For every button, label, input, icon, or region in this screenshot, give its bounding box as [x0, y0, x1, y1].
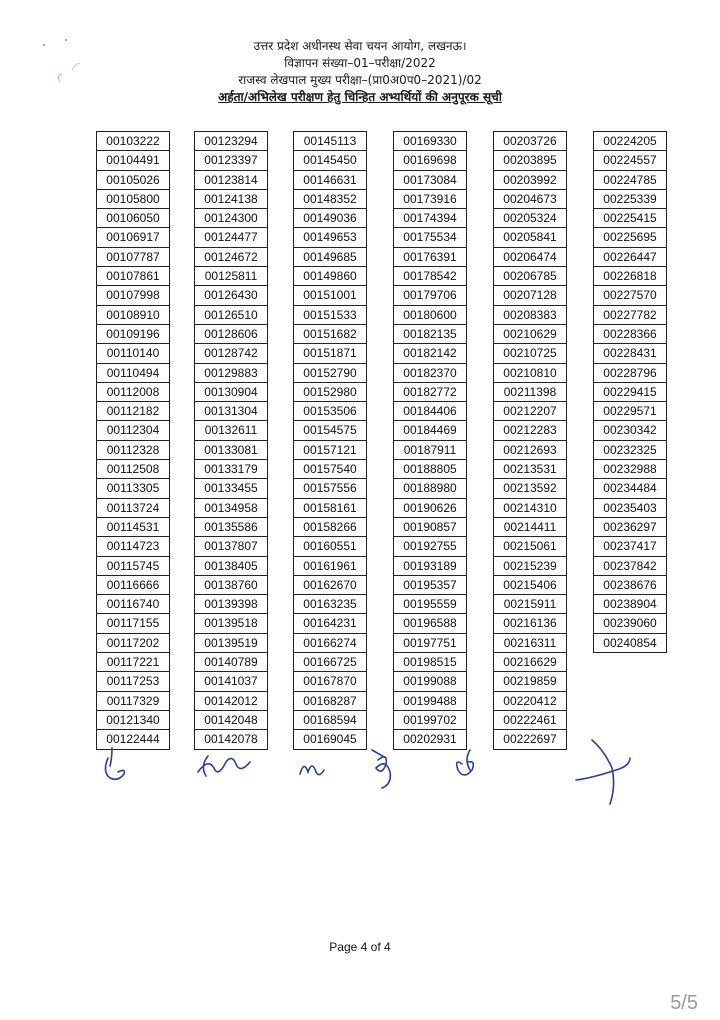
roll-number-cell: 00206785 — [494, 267, 566, 286]
roll-number-cell: 00151533 — [294, 306, 366, 325]
roll-number-cell: 00131304 — [195, 402, 267, 421]
roll-number-cell: 00124138 — [195, 190, 267, 209]
roll-number-cell: 00110494 — [97, 364, 169, 383]
roll-number-cell: 00126510 — [195, 306, 267, 325]
roll-number-cell: 00142078 — [195, 730, 267, 749]
roll-number-cell: 00149860 — [294, 267, 366, 286]
roll-number-cell: 00124300 — [195, 209, 267, 228]
roll-number-cell: 00103222 — [97, 132, 169, 151]
roll-number-cell: 00114531 — [97, 518, 169, 537]
roll-number-cell: 00169045 — [294, 730, 366, 749]
roll-number-cell: 00215239 — [494, 557, 566, 576]
roll-number-cell: 00146631 — [294, 171, 366, 190]
roll-number-cell: 00232988 — [594, 460, 666, 479]
roll-number-cell: 00206474 — [494, 248, 566, 267]
roll-number-cell: 00203726 — [494, 132, 566, 151]
roll-number-cell: 00210725 — [494, 344, 566, 363]
roll-number-cell: 00107787 — [97, 248, 169, 267]
roll-number-cell: 00104491 — [97, 151, 169, 170]
signature-2 — [198, 756, 250, 776]
roll-number-cell: 00215911 — [494, 595, 566, 614]
roll-number-cell: 00145450 — [294, 151, 366, 170]
roll-number-cell: 00133081 — [195, 441, 267, 460]
roll-number-cell: 00167870 — [294, 672, 366, 691]
roll-number-cell: 00227782 — [594, 306, 666, 325]
roll-number-cell: 00115745 — [97, 557, 169, 576]
roll-number-cell: 00205324 — [494, 209, 566, 228]
roll-number-cell: 00124477 — [195, 228, 267, 247]
roll-number-cell: 00222461 — [494, 711, 566, 730]
roll-number-cell: 00235403 — [594, 499, 666, 518]
roll-number-cell: 00121340 — [97, 711, 169, 730]
roll-number-cell: 00208383 — [494, 306, 566, 325]
roll-number-cell: 00113305 — [97, 479, 169, 498]
roll-number-cell: 00212693 — [494, 441, 566, 460]
roll-number-cell: 00232325 — [594, 441, 666, 460]
signature-3 — [300, 766, 324, 775]
list-title: अर्हता/अभिलेख परीक्षण हेतु चिन्हित अभ्यर्थियों की अनुपूरक सूची — [218, 90, 502, 104]
roll-number-cell: 00161961 — [294, 557, 366, 576]
roll-number-cell: 00152790 — [294, 364, 366, 383]
roll-number-cell: 00132611 — [195, 421, 267, 440]
roll-number-cell: 00137807 — [195, 537, 267, 556]
signature-4 — [372, 750, 390, 788]
roll-number-cell: 00169698 — [394, 151, 466, 170]
roll-number-cell: 00215406 — [494, 576, 566, 595]
roll-number-cell: 00149036 — [294, 209, 366, 228]
roll-number-cell: 00166274 — [294, 634, 366, 653]
roll-column-4 — [393, 131, 467, 750]
roll-number-cell: 00193189 — [394, 557, 466, 576]
roll-number-cell: 00180600 — [394, 306, 466, 325]
roll-number-cell: 00225339 — [594, 190, 666, 209]
roll-number-cell: 00117221 — [97, 653, 169, 672]
roll-number-cell: 00142012 — [195, 692, 267, 711]
roll-number-cell: 00138760 — [195, 576, 267, 595]
roll-column-5 — [493, 131, 567, 750]
roll-number-cell: 00112328 — [97, 441, 169, 460]
roll-number-cell: 00215061 — [494, 537, 566, 556]
roll-number-cell: 00182142 — [394, 344, 466, 363]
roll-number-cell: 00139398 — [195, 595, 267, 614]
roll-number-cell: 00110140 — [97, 344, 169, 363]
signature-5 — [457, 750, 474, 775]
roll-column-2 — [194, 131, 268, 750]
roll-number-cell: 00128606 — [195, 325, 267, 344]
roll-number-cell: 00126430 — [195, 286, 267, 305]
advertisement-number: विज्ञापन संख्या–01–परीक्षा/2022 — [284, 56, 436, 70]
roll-number-cell: 00226447 — [594, 248, 666, 267]
roll-number-cell: 00195357 — [394, 576, 466, 595]
roll-number-cell: 00174394 — [394, 209, 466, 228]
roll-number-cell: 00211398 — [494, 383, 566, 402]
roll-number-cell: 00227570 — [594, 286, 666, 305]
roll-number-cell: 00130904 — [195, 383, 267, 402]
roll-number-cell: 00139518 — [195, 614, 267, 633]
roll-number-cell: 00225695 — [594, 228, 666, 247]
roll-number-cell: 00105800 — [97, 190, 169, 209]
roll-number-cell: 00125811 — [195, 267, 267, 286]
roll-number-cell: 00199702 — [394, 711, 466, 730]
roll-number-cell: 00228431 — [594, 344, 666, 363]
roll-number-cell: 00216136 — [494, 614, 566, 633]
roll-number-cell: 00158161 — [294, 499, 366, 518]
roll-number-cell: 00238904 — [594, 595, 666, 614]
roll-number-cell: 00236297 — [594, 518, 666, 537]
roll-number-cell: 00153506 — [294, 402, 366, 421]
roll-number-cell: 00237842 — [594, 557, 666, 576]
roll-number-cell: 00187911 — [394, 441, 466, 460]
roll-number-cell: 00113724 — [97, 499, 169, 518]
roll-number-cell: 00188980 — [394, 479, 466, 498]
roll-number-cell: 00149685 — [294, 248, 366, 267]
roll-number-cell: 00112304 — [97, 421, 169, 440]
roll-number-cell: 00222697 — [494, 730, 566, 749]
roll-number-cell: 00151682 — [294, 325, 366, 344]
roll-number-cell: 00163235 — [294, 595, 366, 614]
roll-number-cell: 00135586 — [195, 518, 267, 537]
roll-number-cell: 00105026 — [97, 171, 169, 190]
roll-number-cell: 00199488 — [394, 692, 466, 711]
roll-number-cell: 00122444 — [97, 730, 169, 749]
roll-number-cell: 00145113 — [294, 132, 366, 151]
roll-number-cell: 00108910 — [97, 306, 169, 325]
roll-number-cell: 00148352 — [294, 190, 366, 209]
roll-number-cell: 00182772 — [394, 383, 466, 402]
roll-number-cell: 00202931 — [394, 730, 466, 749]
roll-number-cell: 00160551 — [294, 537, 366, 556]
roll-number-cell: 00203992 — [494, 171, 566, 190]
roll-number-cell: 00190857 — [394, 518, 466, 537]
roll-number-cell: 00210629 — [494, 325, 566, 344]
roll-number-cell: 00205841 — [494, 228, 566, 247]
roll-number-cell: 00173916 — [394, 190, 466, 209]
roll-number-cell: 00139519 — [195, 634, 267, 653]
roll-number-cell: 00214310 — [494, 499, 566, 518]
roll-number-cell: 00228366 — [594, 325, 666, 344]
roll-number-cell: 00142048 — [195, 711, 267, 730]
roll-number-cell: 00203895 — [494, 151, 566, 170]
roll-number-cell: 00133179 — [195, 460, 267, 479]
commission-title: उत्तर प्रदेश अधीनस्थ सेवा चयन आयोग, लखनऊ। — [253, 39, 467, 53]
roll-number-cell: 00107998 — [97, 286, 169, 305]
page-number: Page 4 of 4 — [329, 940, 391, 954]
roll-number-cell: 00106050 — [97, 209, 169, 228]
roll-number-cell: 00229415 — [594, 383, 666, 402]
roll-number-cell: 00195559 — [394, 595, 466, 614]
roll-number-cell: 00112008 — [97, 383, 169, 402]
roll-number-cell: 00225415 — [594, 209, 666, 228]
roll-number-cell: 00116666 — [97, 576, 169, 595]
roll-number-cell: 00226818 — [594, 267, 666, 286]
roll-number-cell: 00151871 — [294, 344, 366, 363]
roll-number-cell: 00109196 — [97, 325, 169, 344]
signature-1 — [105, 748, 124, 779]
roll-number-cell: 00216629 — [494, 653, 566, 672]
roll-number-cell: 00190626 — [394, 499, 466, 518]
roll-number-cell: 00229571 — [594, 402, 666, 421]
roll-number-cell: 00182370 — [394, 364, 466, 383]
roll-column-3 — [293, 131, 367, 750]
roll-number-cell: 00140789 — [195, 653, 267, 672]
roll-number-cell: 00117329 — [97, 692, 169, 711]
roll-number-cell: 00184406 — [394, 402, 466, 421]
roll-number-cell: 00149653 — [294, 228, 366, 247]
roll-number-cell: 00117155 — [97, 614, 169, 633]
roll-number-cell: 00107861 — [97, 267, 169, 286]
roll-number-cell: 00134958 — [195, 499, 267, 518]
roll-number-cell: 00123814 — [195, 171, 267, 190]
roll-number-cell: 00237417 — [594, 537, 666, 556]
roll-number-cell: 00124672 — [195, 248, 267, 267]
roll-column-1 — [96, 131, 170, 750]
roll-number-cell: 00212283 — [494, 421, 566, 440]
roll-number-cell: 00117253 — [97, 672, 169, 691]
signature-6 — [576, 740, 630, 804]
roll-number-cell: 00224785 — [594, 171, 666, 190]
roll-number-cell: 00176391 — [394, 248, 466, 267]
roll-number-cell: 00169330 — [394, 132, 466, 151]
roll-number-cell: 00216311 — [494, 634, 566, 653]
roll-number-cell: 00199088 — [394, 672, 466, 691]
roll-number-cell: 00157121 — [294, 441, 366, 460]
roll-number-cell: 00152980 — [294, 383, 366, 402]
roll-number-cell: 00166725 — [294, 653, 366, 672]
roll-number-cell: 00158266 — [294, 518, 366, 537]
roll-number-cell: 00192755 — [394, 537, 466, 556]
roll-number-cell: 00114723 — [97, 537, 169, 556]
roll-number-cell: 00224557 — [594, 151, 666, 170]
roll-number-cell: 00138405 — [195, 557, 267, 576]
roll-number-cell: 00128742 — [195, 344, 267, 363]
roll-number-cell: 00129883 — [195, 364, 267, 383]
roll-number-cell: 00168287 — [294, 692, 366, 711]
roll-number-cell: 00182135 — [394, 325, 466, 344]
roll-number-cell: 00123397 — [195, 151, 267, 170]
signatures — [0, 720, 720, 810]
roll-number-cell: 00210810 — [494, 364, 566, 383]
roll-number-cell: 00212207 — [494, 402, 566, 421]
roll-number-cell: 00157540 — [294, 460, 366, 479]
roll-number-cell: 00213592 — [494, 479, 566, 498]
roll-number-cell: 00117202 — [97, 634, 169, 653]
roll-number-cell: 00123294 — [195, 132, 267, 151]
roll-number-cell: 00151001 — [294, 286, 366, 305]
roll-number-cell: 00219859 — [494, 672, 566, 691]
roll-number-cell: 00154575 — [294, 421, 366, 440]
roll-number-cell: 00173084 — [394, 171, 466, 190]
roll-number-cell: 00178542 — [394, 267, 466, 286]
exam-name: राजस्व लेखपाल मुख्य परीक्षा–(प्रा0अ0प0–2021)/02 — [238, 73, 482, 87]
roll-number-cell: 00162670 — [294, 576, 366, 595]
roll-number-cell: 00141037 — [195, 672, 267, 691]
roll-number-cell: 00179706 — [394, 286, 466, 305]
roll-number-cell: 00239060 — [594, 614, 666, 633]
roll-number-cell: 00175534 — [394, 228, 466, 247]
roll-number-cell: 00230342 — [594, 421, 666, 440]
roll-number-cell: 00198515 — [394, 653, 466, 672]
roll-number-cell: 00157556 — [294, 479, 366, 498]
roll-number-cell: 00228796 — [594, 364, 666, 383]
roll-column-6 — [593, 131, 667, 653]
roll-number-cell: 00220412 — [494, 692, 566, 711]
roll-number-cell: 00207128 — [494, 286, 566, 305]
roll-number-cell: 00213531 — [494, 460, 566, 479]
roll-number-cell: 00196588 — [394, 614, 466, 633]
roll-number-cell: 00184469 — [394, 421, 466, 440]
roll-number-cell: 00234484 — [594, 479, 666, 498]
roll-number-cell: 00197751 — [394, 634, 466, 653]
roll-number-cell: 00188805 — [394, 460, 466, 479]
roll-number-cell: 00164231 — [294, 614, 366, 633]
roll-number-cell: 00168594 — [294, 711, 366, 730]
viewer-page-counter: 5/5 — [670, 992, 698, 1014]
roll-number-cell: 00112508 — [97, 460, 169, 479]
roll-number-cell: 00106917 — [97, 228, 169, 247]
roll-number-cell: 00133455 — [195, 479, 267, 498]
roll-number-cell: 00214411 — [494, 518, 566, 537]
roll-number-cell: 00204673 — [494, 190, 566, 209]
roll-number-cell: 00240854 — [594, 634, 666, 653]
roll-number-cell: 00238676 — [594, 576, 666, 595]
roll-number-cell: 00224205 — [594, 132, 666, 151]
roll-number-cell: 00116740 — [97, 595, 169, 614]
roll-number-cell: 00112182 — [97, 402, 169, 421]
